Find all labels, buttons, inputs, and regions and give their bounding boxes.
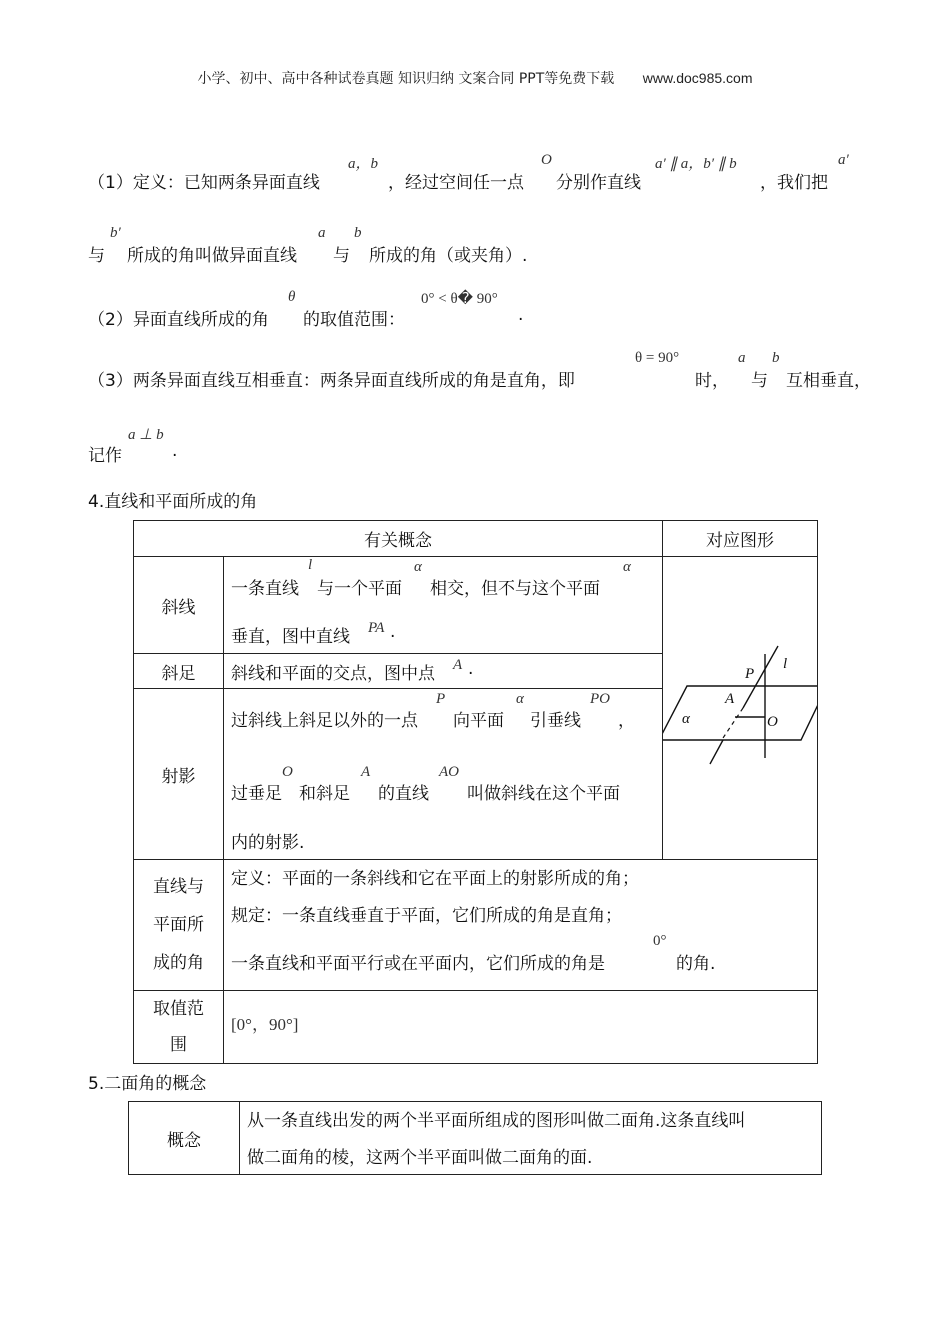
text-through-point: ，经过空间任一点 xyxy=(388,173,524,193)
line-plane-angle-table xyxy=(133,520,818,1064)
text-period: . xyxy=(518,305,524,325)
row-oblique-line-content: 一条直线 l 与一个平面 α 相交，但不与这个平面 α 垂直，图中直线 PA . xyxy=(224,557,663,654)
text-mutually-perpendicular: 互相垂直， xyxy=(786,371,871,391)
text-and: 与 xyxy=(88,246,105,266)
text-value-range: 的取值范围： xyxy=(303,310,405,330)
header-figure: 对应图形 xyxy=(663,521,818,557)
math-b-3: b xyxy=(772,350,780,366)
row-projection-content: 过斜线上斜足以外的一点 P 向平面 α 引垂线 PO ， 过垂足 O 和斜足 A 的直线 AO 叫做斜线在这个平面 内的射影. xyxy=(224,689,663,860)
row-value-range-label: 取值范 围 xyxy=(134,991,224,1064)
math-theta-range: 0° < θ� 90° xyxy=(421,291,498,307)
row-line-plane-angle-label: 直线与 平面所 成的角 xyxy=(134,860,224,991)
range-line-label: （2）异面直线所成的角 xyxy=(88,310,269,330)
math-theta: θ xyxy=(288,289,296,305)
row-oblique-line-label: 斜线 xyxy=(134,557,224,654)
row-line-plane-angle-content: 定义：平面的一条斜线和它在平面上的射影所成的角； 规定：一条直线垂直于平面，它们所成的角是直角； 一条直线和平面平行或在平面内，它们所成的角是 0° 的角. xyxy=(224,860,818,991)
perpendicular-line: （3）两条异面直线互相垂直：两条异面直线所成的角是直角，即 xyxy=(88,371,575,391)
text-period-2: . xyxy=(172,441,178,461)
dihedral-angle-table xyxy=(128,1101,822,1175)
row-value-range-content: [0°，90°] xyxy=(224,991,818,1064)
math-a: a xyxy=(318,225,326,241)
header-text: 小学、初中、高中各种试卷真题 知识归纳 文案合同 PPT等免费下载 xyxy=(197,71,615,87)
header-concept: 有关概念 xyxy=(134,521,663,557)
math-a-b: a，b xyxy=(348,156,379,172)
text-and-2: 与 xyxy=(333,246,350,266)
text-angle-formed: 所成的角（或夹角）. xyxy=(369,246,528,266)
math-b-prime: b′ xyxy=(110,225,121,241)
math-b: b xyxy=(354,225,362,241)
definition-line-1: （1）定义：已知两条异面直线 xyxy=(88,173,320,193)
math-parallels: a′ ∥ a，b′ ∥ b xyxy=(655,156,737,172)
math-a-perp-b: a ⊥ b xyxy=(128,427,164,443)
oblique-line-figure xyxy=(663,558,817,858)
text-draw-lines: 分别作直线 xyxy=(556,173,641,193)
text-and-3: 与 xyxy=(751,371,768,391)
text-angle-called: 所成的角叫做异面直线 xyxy=(127,246,297,266)
header-url[interactable]: www.doc985.com xyxy=(642,70,753,86)
label-O: O xyxy=(767,714,778,730)
math-a-3: a xyxy=(738,350,746,366)
row-foot-label: 斜足 xyxy=(134,654,224,689)
section-4-title: 4.直线和平面所成的角 xyxy=(88,492,258,512)
oblique-line-segment-hidden xyxy=(723,708,743,738)
label-P: P xyxy=(745,666,755,682)
math-a-prime: a′ xyxy=(838,152,849,168)
section-5-title: 5.二面角的概念 xyxy=(88,1074,207,1094)
label-alpha: α xyxy=(682,711,690,727)
row-foot-content: 斜线和平面的交点，图中点 A . xyxy=(224,654,663,689)
text-when: 时， xyxy=(695,371,729,391)
text-denoted: 记作 xyxy=(88,446,122,466)
label-A: A xyxy=(725,691,735,707)
figure-cell xyxy=(663,557,818,860)
row-projection-label: 射影 xyxy=(134,689,224,860)
label-l: l xyxy=(783,656,788,672)
dihedral-concept-label: 概念 xyxy=(129,1102,240,1175)
text-we-take: ，我们把 xyxy=(760,173,828,193)
oblique-line-segment-bottom xyxy=(710,740,723,764)
math-theta-90: θ = 90° xyxy=(635,350,680,366)
math-O: O xyxy=(541,152,552,168)
dihedral-concept-content: 从一条直线出发的两个半平面所组成的图形叫做二面角.这条直线叫 做二面角的棱，这两个半平面叫做二面角的面. xyxy=(240,1102,822,1175)
page-header xyxy=(0,68,950,88)
